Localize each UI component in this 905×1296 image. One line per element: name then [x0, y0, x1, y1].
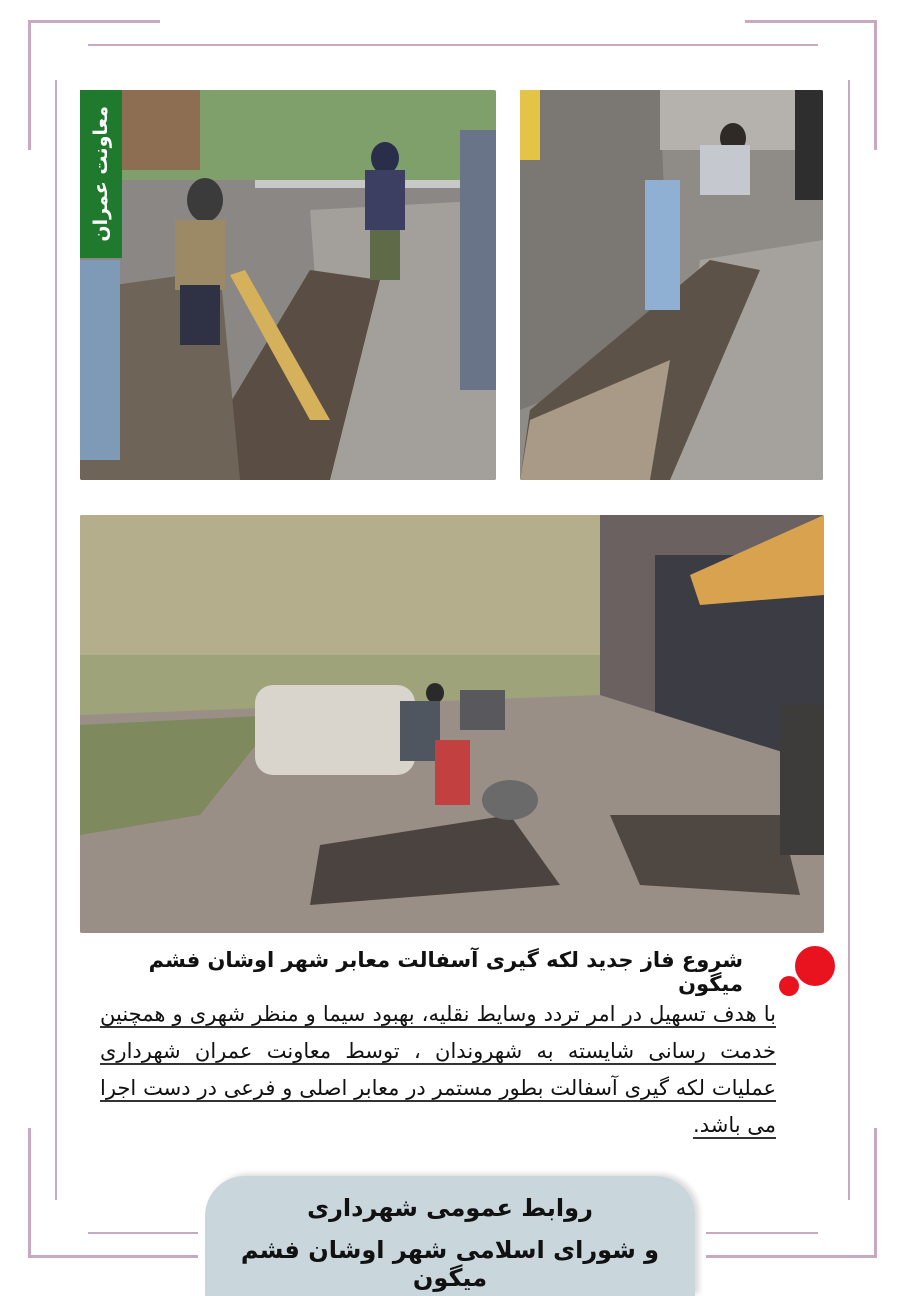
frame-bottom-right-v: [874, 1128, 877, 1258]
article-headline: شروع فاز جدید لکه گیری آسفالت معابر شهر اوشان فشم میگون: [148, 948, 743, 996]
frame-inner-right: [848, 80, 850, 1200]
department-badge-label: معاونت عمران: [90, 106, 112, 242]
frame-top-left-v: [28, 20, 31, 150]
frame-top-right-h: [745, 20, 877, 23]
frame-bottom-left-h: [28, 1255, 198, 1258]
photo-worker-in-trench: [520, 90, 823, 480]
photo-street-patching: [80, 515, 824, 933]
footer-banner: [205, 1176, 695, 1296]
department-badge: [80, 90, 122, 258]
frame-inner-top: [88, 44, 818, 46]
frame-top-right-v: [874, 20, 877, 150]
frame-inner-left: [55, 80, 57, 1200]
footer-line-2: و شورای اسلامی شهر اوشان فشم میگون: [240, 1236, 660, 1292]
accent-dot-large: [795, 946, 835, 986]
photo-workers-sweeping: [80, 90, 496, 480]
frame-bottom-right-h: [706, 1255, 876, 1258]
frame-bottom-left-v: [28, 1128, 31, 1258]
frame-inner-bottom-left: [88, 1232, 198, 1234]
footer-line-1: روابط عمومی شهرداری: [307, 1194, 593, 1222]
frame-inner-bottom-right: [706, 1232, 818, 1234]
frame-top-left-h: [28, 20, 160, 23]
accent-dot-small: [779, 976, 799, 996]
article-body: با هدف تسهیل در امر تردد وسایط نقلیه، بهبود سیما و منظر شهری و همچنین خدمت رسانی شایسته به شهروندان ، توسط معاونت عمران شهرداری عملیات لکه گیری آسفالت بطور مستمر در معابر اصلی و فرعی در دست اجرا می باشد.: [100, 1002, 776, 1137]
